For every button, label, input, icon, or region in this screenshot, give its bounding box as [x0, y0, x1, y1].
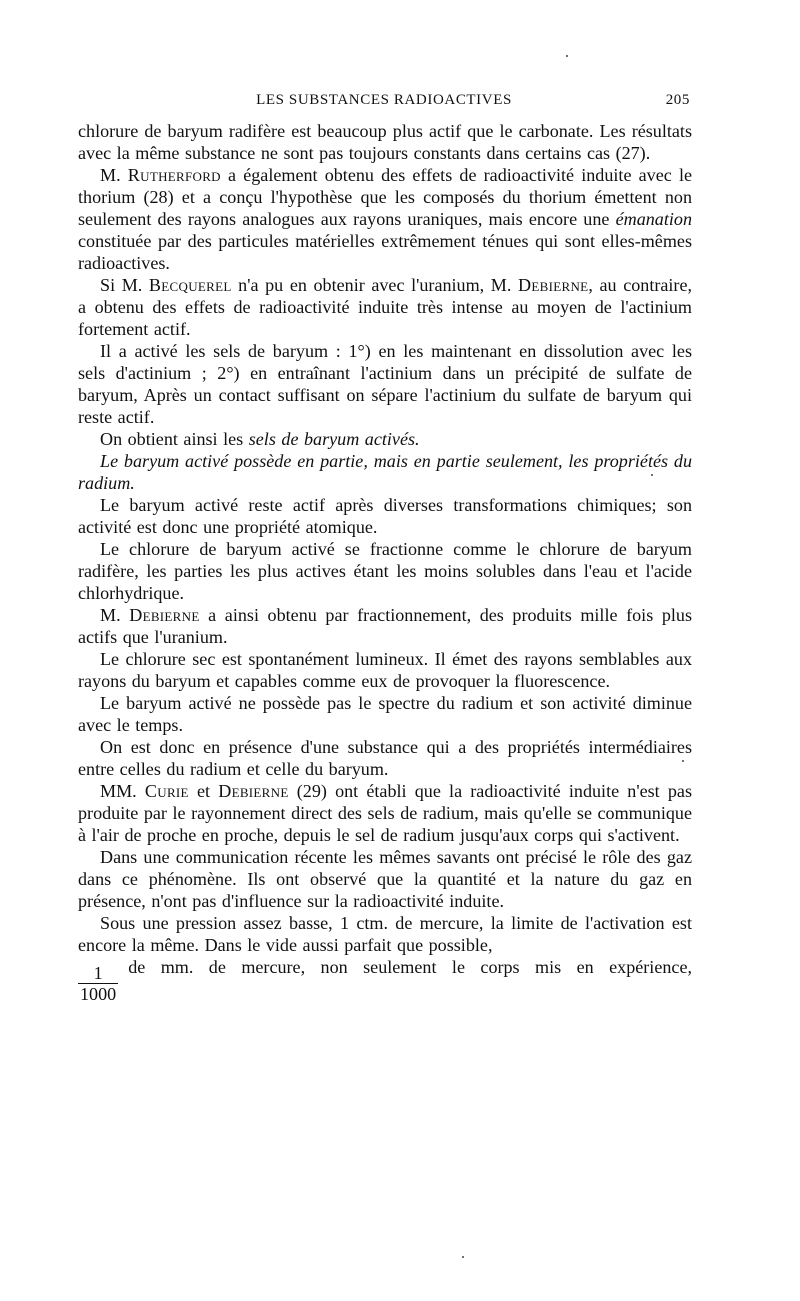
running-title: LES SUBSTANCES RADIOACTIVES [256, 92, 512, 108]
paragraph: M. Debierne a ainsi obtenu par fractionnement, des produits mille fois plus actifs que l'uranium. [78, 605, 693, 647]
paragraph: Le baryum activé reste actif après diverses transformations chimiques; son activité est donc une propriété atomique. [78, 495, 692, 537]
author-name: Curie [144, 781, 189, 801]
author-name: Debierne [518, 275, 589, 295]
paragraph [78, 450, 692, 494]
scan-speck [566, 55, 568, 57]
fraction [78, 963, 118, 1004]
author-name: Becquerel [148, 275, 232, 295]
page-header [78, 88, 690, 110]
author-name: Rutherford [127, 165, 221, 185]
paragraph: Le chlorure sec est spontanément lumineux. Il émet des rayons semblables aux rayons du baryum et capables comme eux de provoquer la fluorescence. [78, 649, 692, 691]
page-number: 205 [665, 92, 690, 108]
fraction-denominator: 1000 [80, 984, 117, 1004]
fraction-numerator: 1 [93, 963, 103, 983]
paragraph: Dans une communication récente les mêmes savants ont précisé le rôle des gaz dans ce phénomène. Ils ont observé que la quantité et la nature du gaz en présence, n'ont pas d'influence sur la radioactivité induite. [78, 847, 692, 911]
paragraph: Il a activé les sels de baryum : 1°) en les maintenant en dissolution avec les sels d'actinium ; 2°) en entraînant l'actinium dans un précipité de sulfate de baryum, Après un contact suffisant on sépare l'actinium du sulfate de baryum qui reste actif. [78, 341, 692, 427]
scan-speck [682, 760, 684, 762]
paragraph-continuation: de mm. de mercure, non seulement le corps mis en expérience, [128, 957, 692, 977]
author-name: Debierne [218, 781, 289, 801]
paragraph: On obtient ainsi les sels de baryum activés. [100, 429, 420, 449]
author-name: Debierne [129, 605, 200, 625]
paragraph: Sous une pression assez basse, 1 ctm. de mercure, la limite de l'activation est encore la même. Dans le vide aussi parfait que possible, [78, 913, 692, 955]
emphasis: sels de baryum activés. [248, 429, 420, 449]
paragraph: Le baryum activé ne possède pas le spectre du radium et son activité diminue avec le temps. [78, 693, 692, 735]
fraction-line [78, 956, 692, 1004]
page-body [78, 120, 693, 1004]
paragraph: On est donc en présence d'une substance qui a des propriétés intermédiaires entre celles du radium et celle du baryum. [78, 737, 692, 779]
emphasis: Le baryum activé possède en partie, mais en partie seulement, les propriétés du radium. [78, 451, 692, 493]
paragraph: MM. Curie et Debierne (29) ont établi que la radioactivité induite n'est pas produite par le rayonnement direct des sels de radium, mais qu'elle se communique à l'air de proche en proche, depuis le sel de radium jusqu'aux corps qui s'activent. [78, 781, 693, 845]
paragraph: chlorure de baryum radifère est beaucoup plus actif que le carbonate. Les résultats avec la même substance ne sont pas toujours constants dans certains cas (27). [78, 121, 692, 163]
paragraph: M. Rutherford a également obtenu des effets de radioactivité induite avec le thorium (28) et a conçu l'hypothèse que les composés du thorium émettent non seulement des rayons analogues aux rayons uraniques, mais encore une émanation constituée par des particules matérielles extrêmement ténues qui sont elles-mêmes radioactives. [78, 165, 693, 273]
paragraph: Si M. Becquerel n'a pu en obtenir avec l'uranium, M. Debierne, au contraire, a obtenu des effets de radioactivité induite très intense au moyen de l'actinium fortement actif. [78, 275, 693, 339]
scan-speck [462, 1256, 464, 1258]
paragraph: Le chlorure de baryum activé se fractionne comme le chlorure de baryum radifère, les parties les plus actives étant les moins solubles dans l'eau et l'acide chlorhydrique. [78, 539, 692, 603]
emphasis: émanation [615, 209, 692, 229]
scan-speck [651, 474, 653, 476]
